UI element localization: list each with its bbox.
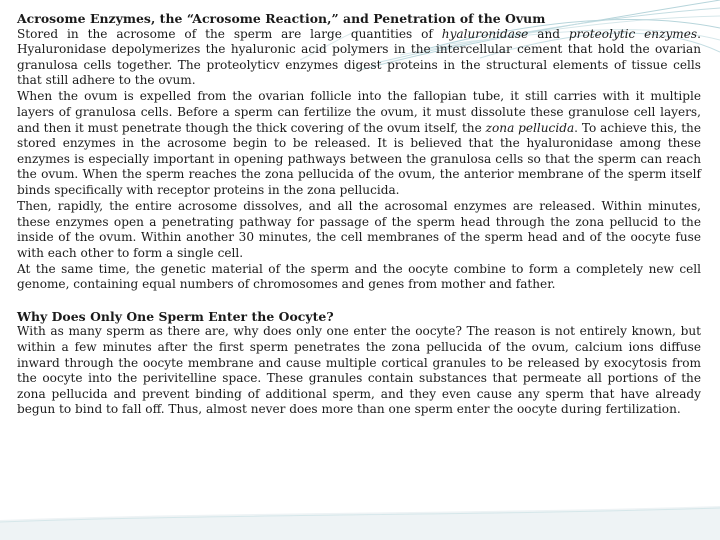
document-body xyxy=(17,11,701,418)
paragraph-ovum-expulsion: When the ovum is expelled from the ovarian follicle into the fallopian tube, it still carries with it multiple layers of granulosa cells. Before a sperm can fertilize the ovum, it must dissolute these granulose cell layers, and then it must penetrate though the thick covering of the ovum itself, the zona pellucida. To achieve this, the stored enzymes in the acrosome begin to be released. It is believed that the hyaluronidase among these enzymes is especially important in opening pathways between the granulosa cells so that the sperm can reach the ovum. When the sperm reaches the zona pellucida of the ovum, the anterior membrane of the sperm itself binds specifically with receptor proteins in the zona pellucida. xyxy=(17,89,702,197)
paragraph-genome-combination: At the same time, the genetic material of the sperm and the oocyte combine to form a completely new cell genome, containing equal numbers of chromosomes and genes from mother and father. xyxy=(17,261,701,292)
section-title-one-sperm: Why Does Only One Sperm Enter the Oocyte? xyxy=(17,308,334,324)
paragraph-one-sperm: With as many sperm as there are, why does only one enter the oocyte? The reason is not entirely known, but within a few minutes after the first sperm penetrates the zona pellucida of the ovum, calcium ions diffuse inward through the oocyte membrane and cause multiple cortical granules to be released by exocytosis from the oocyte into the perivitelline space. These granules contain substances that permeate all portions of the zona pellucida and prevent binding of additional sperm, and they even cause any sperm that have already begun to bind to fall off. Thus, almost never does more than one sperm enter the oocyte during fertilization. xyxy=(17,324,701,417)
bottom-swirl-line xyxy=(0,508,720,522)
bottom-band xyxy=(0,506,720,540)
section-title-acrosome: Acrosome Enzymes, the “Acrosome Reaction,” and Penetration of the Ovum xyxy=(17,11,546,26)
paragraph-acrosome-dissolves: Then, rapidly, the entire acrosome dissolves, and all the acrosomal enzymes are released. Within minutes, these enzymes open a penetrating pathway for passage of the sperm head through the zona pellucid to the inside of the ovum. Within another 30 minutes, the cell membranes of the sperm head and of the oocyte fuse with each other to form a single cell. xyxy=(17,198,701,260)
paragraph-acrosome-enzymes: Stored in the acrosome of the sperm are large quantities of hyaluronidase and proteolytic enzymes. Hyaluronidase depolymerizes the hyaluronic acid polymers in the intercellular cement that hold the ovarian granulosa cells together. The proteolyticv enzymes digest proteins in the structural elements of tissue cells that still adhere to the ovum. xyxy=(17,26,701,88)
